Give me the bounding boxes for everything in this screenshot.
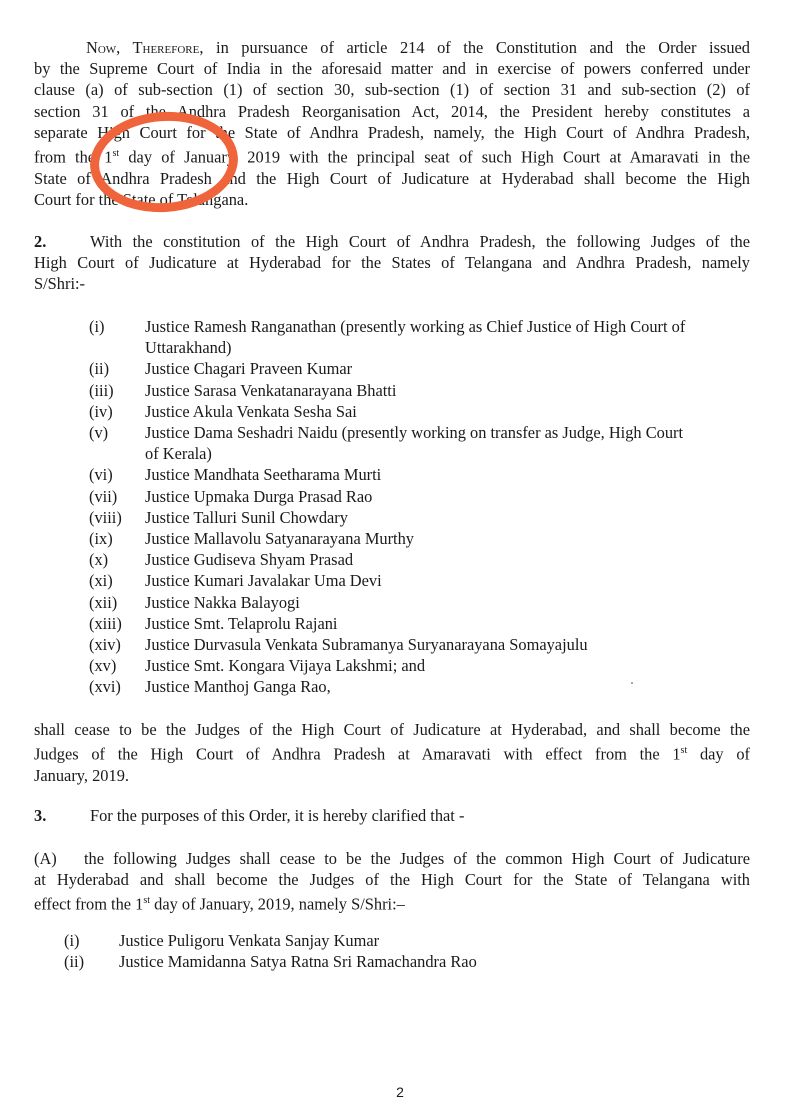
list-item: (ii) Justice Chagari Praveen Kumar (89, 359, 353, 379)
paragraph-a: (A) the following Judges shall cease to be the Judges of the common High Court of Judicature at Hyderabad and shall become the Judges of the High Court for the State of Telangana with effect from the 1st day of January, 2019, namely S/Shri:– (34, 849, 750, 914)
list-item: (x) Justice Gudiseva Shyam Prasad (89, 550, 354, 570)
paragraph-number: 3. (34, 806, 47, 825)
page-number: 2 (396, 1084, 404, 1100)
list-item: (xii) Justice Nakka Balayogi (89, 592, 300, 612)
judges-list-telangana (64, 930, 744, 972)
list-item: (xi) Justice Kumari Javalakar Uma Devi (89, 571, 382, 591)
list-item: (iii) Justice Sarasa Venkatanarayana Bhatti (89, 380, 397, 400)
paragraph-2-tail: shall cease to be the Judges of the High Court of Judicature at Hyderabad, and shall become the Judges of the High Court of Andhra Pradesh at Amaravati with effect from the 1st day of January, 2019. (34, 720, 750, 785)
list-item: (xv) Justice Smt. Kongara Vijaya Lakshmi; and (89, 656, 426, 676)
paragraph-2: 2. With the constitution of the High Court of Andhra Pradesh, the following Judges of the High Court of Judicature at Hyderabad for the States of Telangana and Andhra Pradesh, namely S/Shri:- (34, 232, 750, 294)
judges-list-andhra-pradesh (89, 316, 751, 698)
list-item: (vii) Justice Upmaka Durga Prasad Rao (89, 486, 373, 506)
list-item: (iv) Justice Akula Venkata Sesha Sai (89, 401, 357, 421)
list-item: (ii) Justice Mamidanna Satya Ratna Sri Ramachandra Rao (64, 952, 477, 972)
list-item: (vi) Justice Mandhata Seetharama Murti (89, 465, 382, 485)
scan-speck (631, 682, 633, 684)
paragraph-1: Now, Therefore, in pursuance of article 214 of the Constitution and the Order issued by the Supreme Court of India in the aforesaid matter and in exercise of powers conferred under clause (a) of sub-section (1) of section 30, sub-section (1) of section 31 and sub-section (2) of section 31 of the Andhra Pradesh Reorganisation Act, 2014, the President hereby constitutes a separate High Court for the State of Andhra Pradesh, namely, the High Court of Andhra Pradesh, from the 1st day of January, 2019 with the principal seat of such High Court at Amaravati in the State of Andhra Pradesh and the High Court of Judicature at Hyderabad shall become the High Court for the State of Telangana. (34, 38, 750, 209)
list-item: (v) Justice Dama Seshadri Naidu (presently working on transfer as Judge, High Court of Kerala) (89, 423, 684, 464)
list-item: (i) Justice Ramesh Ranganathan (presently working as Chief Justice of High Court of Uttarakhand) (89, 317, 686, 358)
list-item: (xvi) Justice Manthoj Ganga Rao, (89, 677, 331, 697)
list-item: (i) Justice Puligoru Venkata Sanjay Kumar (64, 931, 380, 950)
list-item: (ix) Justice Mallavolu Satyanarayana Murthy (89, 529, 415, 549)
list-item: (xiii) Justice Smt. Telaprolu Rajani (89, 613, 338, 633)
now-therefore-lead: Now, Therefore, (86, 38, 204, 57)
list-item: (viii) Justice Talluri Sunil Chowdary (89, 507, 348, 527)
paragraph-3: 3. For the purposes of this Order, it is hereby clarified that - (34, 806, 465, 825)
list-item: (xiv) Justice Durvasula Venkata Subramanya Suryanarayana Somayajulu (89, 635, 588, 655)
paragraph-number: 2. (34, 232, 47, 251)
